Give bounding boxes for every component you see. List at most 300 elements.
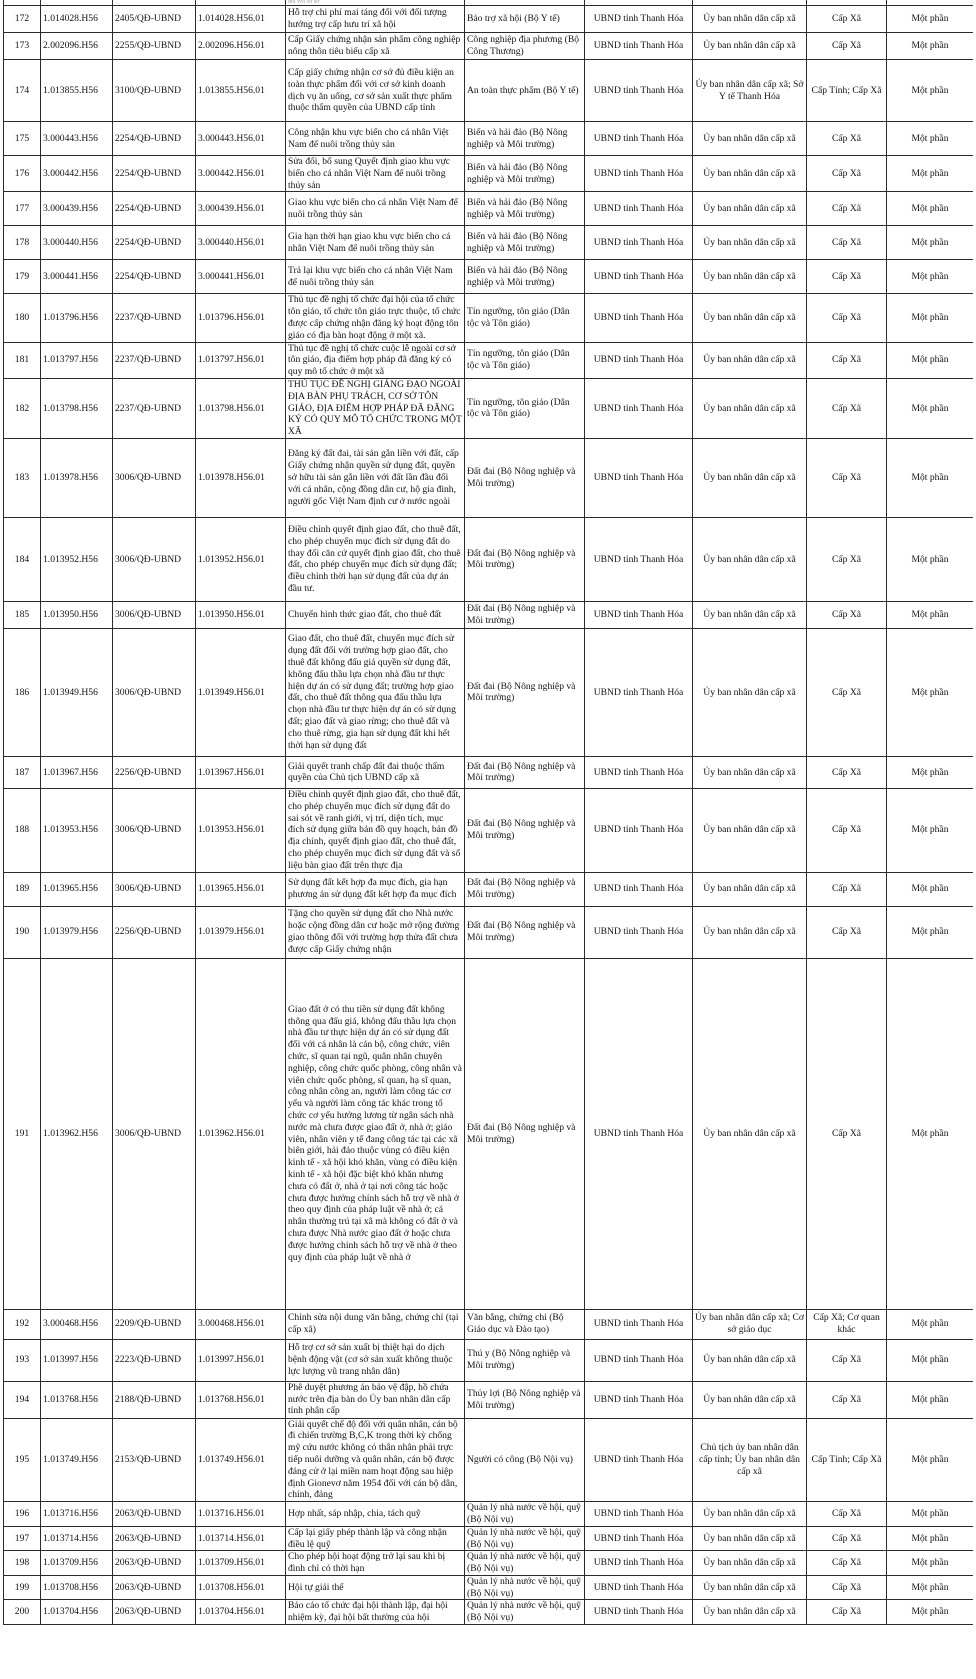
managing-agency-cell: UBND tỉnh Thanh Hóa bbox=[585, 1418, 693, 1502]
procedure-code-cell: 1.013749.H56 bbox=[41, 1418, 113, 1502]
procedure-field-cell: Tín ngưỡng, tôn giáo (Dân tộc và Tôn giáo) bbox=[465, 378, 585, 438]
handling-authority-cell: Ủy ban nhân dân cấp xã bbox=[693, 1381, 807, 1418]
procedure-code-cell: 1.013797.H56 bbox=[41, 342, 113, 378]
procedure-name-cell: Giải quyết chế độ đối với quân nhân, cán bộ đi chiến trường B,C,K trong thời kỳ chống mỹ cứu nước không có thân nhân phải trực tiếp nuôi dưỡng và quân nhân, cán bộ được đảng cử ở lại miền nam hoạt động sau hiệp định Gionevơ năm 1954 đối với cán bộ dân, chính, đảng bbox=[286, 1418, 465, 1502]
admin-level-cell: Cấp Xã bbox=[807, 122, 887, 156]
procedure-code-local-cell: 1.013965.H56.01 bbox=[196, 872, 286, 906]
procedure-code-local-cell: 1.013798.H56.01 bbox=[196, 378, 286, 438]
table-row bbox=[4, 1526, 974, 1551]
table-row bbox=[4, 517, 974, 601]
stt-cell: 186 bbox=[4, 628, 41, 756]
procedure-name-cell: Giao đất, cho thuê đất, chuyển mục đích sử dụng đất đối với trường hợp giao đất, cho thuê đất không đấu giá quyền sử dụng đất, không đấu thầu lựa chọn nhà đầu tư thực hiện dự án có sử dụng đất; trường hợp giao đất, cho thuê đất thông qua đấu thầu lựa chọn nhà đầu tư thực hiện dự án có sử dụng đất; giao đất và giao rừng; cho thuê đất và cho thuê rừng, gia hạn sử dụng đất khi hết thời hạn sử dụng đất bbox=[286, 628, 465, 756]
admin-level-cell: Cấp Xã bbox=[807, 226, 887, 260]
procedure-code-local-cell: 1.013704.H56.01 bbox=[196, 1600, 286, 1625]
procedures-table bbox=[3, 0, 973, 1625]
procedure-code-local-cell: 1.013796.H56.01 bbox=[196, 294, 286, 342]
table-row bbox=[4, 628, 974, 756]
procedure-field-cell: Đất đai (Bộ Nông nghiệp và Môi trường) bbox=[465, 517, 585, 601]
procedure-name-cell: Sử dụng đất kết hợp đa mục đích, gia hạn phương án sử dụng đất kết hợp đa mục đích bbox=[286, 872, 465, 906]
procedure-field-cell: Biển và hải đảo (Bộ Nông nghiệp và Môi trường) bbox=[465, 122, 585, 156]
decision-number-cell: 2254/QĐ-UBND bbox=[113, 192, 196, 226]
admin-level-cell: Cấp Xã bbox=[807, 958, 887, 1309]
procedure-field-cell: Biển và hải đảo (Bộ Nông nghiệp và Môi trường) bbox=[465, 192, 585, 226]
admin-level-cell: Cấp Tỉnh; Cấp Xã bbox=[807, 60, 887, 122]
table-row bbox=[4, 342, 974, 378]
managing-agency-cell: UBND tỉnh Thanh Hóa bbox=[585, 156, 693, 192]
managing-agency-cell: UBND tỉnh Thanh Hóa bbox=[585, 1551, 693, 1576]
procedure-field-cell: Đất đai (Bộ Nông nghiệp và Môi trường) bbox=[465, 601, 585, 628]
procedure-name-cell: Cấp lại giấy phép thành lập và công nhận điều lệ quỹ bbox=[286, 1526, 465, 1551]
handling-authority-cell: Ủy ban nhân dân cấp xã; Cơ sở giáo dục bbox=[693, 1309, 807, 1339]
procedure-code-cell: 1.013962.H56 bbox=[41, 958, 113, 1309]
procedure-field-cell: Tín ngưỡng, tôn giáo (Dân tộc và Tôn giáo) bbox=[465, 294, 585, 342]
table-body bbox=[4, 0, 974, 1625]
managing-agency-cell: UBND tỉnh Thanh Hóa bbox=[585, 33, 693, 60]
admin-level-cell: Cấp Xã bbox=[807, 1526, 887, 1551]
procedure-code-local-cell: 3.000439.H56.01 bbox=[196, 192, 286, 226]
table-row bbox=[4, 294, 974, 342]
managing-agency-cell: UBND tỉnh Thanh Hóa bbox=[585, 756, 693, 788]
procedure-code-cell: 1.013978.H56 bbox=[41, 438, 113, 517]
admin-level-cell: Cấp Xã bbox=[807, 6, 887, 33]
online-service-scope-cell: Một phần bbox=[887, 628, 974, 756]
procedure-code-local-cell: 2.002096.H56.01 bbox=[196, 33, 286, 60]
handling-authority-cell: Ủy ban nhân dân cấp xã bbox=[693, 872, 807, 906]
admin-level-cell: Cấp Xã bbox=[807, 438, 887, 517]
procedure-code-cell: 3.000443.H56 bbox=[41, 122, 113, 156]
procedure-code-cell: 1.013949.H56 bbox=[41, 628, 113, 756]
online-service-scope-cell: Một phần bbox=[887, 226, 974, 260]
admin-level-cell: Cấp Xã bbox=[807, 1339, 887, 1381]
procedure-code-cell: 1.013952.H56 bbox=[41, 517, 113, 601]
stt-cell: 183 bbox=[4, 438, 41, 517]
handling-authority-cell: Ủy ban nhân dân cấp xã bbox=[693, 517, 807, 601]
stt-cell: 182 bbox=[4, 378, 41, 438]
decision-number-cell: 2237/QĐ-UBND bbox=[113, 294, 196, 342]
admin-level-cell: Cấp Xã bbox=[807, 1551, 887, 1576]
procedure-field-cell: Đất đai (Bộ Nông nghiệp và Môi trường) bbox=[465, 438, 585, 517]
table-row bbox=[4, 438, 974, 517]
procedure-name-cell: Giao đất ở có thu tiền sử dụng đất không thông qua đấu giá, không đấu thầu lựa chọn nhà đầu tư thực hiện dự án có sử dụng đất đối với cá nhân là cán bộ, công chức, viên chức, sĩ quan tại ngũ, quân nhân chuyên nghiệp, công chức quốc phòng, công nhân và viên chức quốc phòng, sĩ quan, hạ sĩ quan, công nhân công an, người làm công tác cơ yếu và người làm công tác khác trong tổ chức cơ yếu hưởng lương từ ngân sách nhà nước mà chưa được giao đất ở, nhà ở; giáo viên, nhân viên y tế đang công tác tại các xã biên giới, hải đảo thuộc vùng có điều kiện kinh tế - xã hội khó khăn, vùng có điều kiện kinh tế - xã hội đặc biệt khó khăn nhưng chưa có đất ở, nhà ở tại nơi công tác hoặc chưa được hưởng chính sách hỗ trợ về nhà ở theo quy định của pháp luật về nhà ở; cá nhân thường trú tại xã mà không có đất ở và chưa được Nhà nước giao đất ở hoặc chưa được hưởng chính sách hỗ trợ về nhà ở theo quy định của pháp luật về nhà ở bbox=[286, 958, 465, 1309]
procedure-name-cell: Cấp Giấy chứng nhận sản phẩm công nghiệp nông thôn tiêu biểu cấp xã bbox=[286, 33, 465, 60]
procedure-name-cell: Báo cáo tổ chức đại hội thành lập, đại hội nhiệm kỳ, đại hội bất thường của hội bbox=[286, 1600, 465, 1625]
online-service-scope-cell: Một phần bbox=[887, 60, 974, 122]
procedure-code-local-cell: 1.013749.H56.01 bbox=[196, 1418, 286, 1502]
admin-level-cell: Cấp Xã bbox=[807, 1381, 887, 1418]
decision-number-cell: 2063/QĐ-UBND bbox=[113, 1575, 196, 1600]
handling-authority-cell: Ủy ban nhân dân cấp xã bbox=[693, 342, 807, 378]
procedure-name-cell: Tặng cho quyền sử dụng đất cho Nhà nước hoặc cộng đồng dân cư hoặc mở rộng đường giao thông đối với trường hợp thửa đất chưa được cấp Giấy chứng nhận bbox=[286, 906, 465, 958]
handling-authority-cell: Ủy ban nhân dân cấp xã bbox=[693, 1600, 807, 1625]
procedure-field-cell: Quản lý nhà nước về hội, quỹ (Bộ Nội vụ) bbox=[465, 1526, 585, 1551]
procedure-code-cell: 1.013714.H56 bbox=[41, 1526, 113, 1551]
decision-number-cell: 2237/QĐ-UBND bbox=[113, 342, 196, 378]
table-row bbox=[4, 122, 974, 156]
procedure-field-cell: Đất đai (Bộ Nông nghiệp và Môi trường) bbox=[465, 906, 585, 958]
managing-agency-cell: UBND tỉnh Thanh Hóa bbox=[585, 601, 693, 628]
handling-authority-cell: Ủy ban nhân dân cấp xã bbox=[693, 958, 807, 1309]
handling-authority-cell: Ủy ban nhân dân cấp xã bbox=[693, 628, 807, 756]
procedure-code-local-cell: 1.013979.H56.01 bbox=[196, 906, 286, 958]
procedure-field-cell: Quản lý nhà nước về hội, quỹ (Bộ Nội vụ) bbox=[465, 1575, 585, 1600]
decision-number-cell: 2237/QĐ-UBND bbox=[113, 378, 196, 438]
procedure-code-local-cell: 1.013967.H56.01 bbox=[196, 756, 286, 788]
stt-cell: 195 bbox=[4, 1418, 41, 1502]
table-row bbox=[4, 788, 974, 872]
procedure-name-cell: THỦ TỤC ĐỀ NGHỊ GIẢNG ĐẠO NGOÀI ĐỊA BÀN PHỤ TRÁCH, CƠ SỞ TÔN GIÁO, ĐỊA ĐIỂM HỢP PHÁP ĐÃ ĐĂNG KÝ CÓ QUY MÔ TỔ CHỨC TRONG MỘT XÃ bbox=[286, 378, 465, 438]
procedure-name-cell: Điều chỉnh quyết định giao đất, cho thuê đất, cho phép chuyển mục đích sử dụng đất do sai sót về ranh giới, vị trí, diện tích, mục đích sử dụng giữa bản đồ quy hoạch, bản đồ địa chính, quyết định giao đất, cho thuê đất, cho phép chuyển mục đích sử dụng đất và số liệu bàn giao đất trên thực địa bbox=[286, 788, 465, 872]
procedure-code-local-cell: 1.013950.H56.01 bbox=[196, 601, 286, 628]
admin-level-cell: Cấp Xã bbox=[807, 342, 887, 378]
admin-level-cell: Cấp Xã bbox=[807, 601, 887, 628]
stt-cell: 177 bbox=[4, 192, 41, 226]
procedure-field-cell: Đất đai (Bộ Nông nghiệp và Môi trường) bbox=[465, 756, 585, 788]
table-row bbox=[4, 1551, 974, 1576]
procedure-name-cell: Hỗ trợ chi phí mai táng đối với đối tượng hưởng trợ cấp hưu trí xã hội bbox=[286, 6, 465, 33]
online-service-scope-cell: Một phần bbox=[887, 192, 974, 226]
procedure-code-local-cell: 3.000443.H56.01 bbox=[196, 122, 286, 156]
procedure-field-cell: An toàn thực phẩm (Bộ Y tế) bbox=[465, 60, 585, 122]
procedure-code-cell: 2.002096.H56 bbox=[41, 33, 113, 60]
procedure-code-cell: 1.013855.H56 bbox=[41, 60, 113, 122]
managing-agency-cell: UBND tỉnh Thanh Hóa bbox=[585, 378, 693, 438]
procedure-code-local-cell: 3.000440.H56.01 bbox=[196, 226, 286, 260]
handling-authority-cell: Chủ tịch ủy ban nhân dân cấp tỉnh; Ủy ban nhân dân cấp xã bbox=[693, 1418, 807, 1502]
managing-agency-cell: UBND tỉnh Thanh Hóa bbox=[585, 1339, 693, 1381]
procedure-field-cell: Đất đai (Bộ Nông nghiệp và Môi trường) bbox=[465, 788, 585, 872]
online-service-scope-cell: Một phần bbox=[887, 788, 974, 872]
handling-authority-cell: Ủy ban nhân dân cấp xã bbox=[693, 1575, 807, 1600]
procedure-code-local-cell: 3.000468.H56.01 bbox=[196, 1309, 286, 1339]
decision-number-cell: 3006/QĐ-UBND bbox=[113, 872, 196, 906]
admin-level-cell: Cấp Xã bbox=[807, 378, 887, 438]
online-service-scope-cell: Một phần bbox=[887, 1339, 974, 1381]
handling-authority-cell: Ủy ban nhân dân cấp xã bbox=[693, 756, 807, 788]
managing-agency-cell: UBND tỉnh Thanh Hóa bbox=[585, 628, 693, 756]
table-row bbox=[4, 872, 974, 906]
procedure-code-cell: 1.013967.H56 bbox=[41, 756, 113, 788]
stt-cell: 194 bbox=[4, 1381, 41, 1418]
stt-cell: 185 bbox=[4, 601, 41, 628]
table-row bbox=[4, 1309, 974, 1339]
online-service-scope-cell: Một phần bbox=[887, 438, 974, 517]
online-service-scope-cell: Một phần bbox=[887, 1381, 974, 1418]
online-service-scope-cell: Một phần bbox=[887, 756, 974, 788]
decision-number-cell: 2188/QĐ-UBND bbox=[113, 1381, 196, 1418]
managing-agency-cell: UBND tỉnh Thanh Hóa bbox=[585, 438, 693, 517]
decision-number-cell: 3006/QĐ-UBND bbox=[113, 788, 196, 872]
procedure-name-cell: Hợp nhất, sáp nhập, chia, tách quỹ bbox=[286, 1502, 465, 1527]
handling-authority-cell: Ủy ban nhân dân cấp xã; Sở Y tế Thanh Hóa bbox=[693, 60, 807, 122]
procedure-field-cell: Quản lý nhà nước về hội, quỹ (Bộ Nội vụ) bbox=[465, 1600, 585, 1625]
procedure-code-cell: 1.014028.H56 bbox=[41, 6, 113, 33]
table-row bbox=[4, 60, 974, 122]
online-service-scope-cell: Một phần bbox=[887, 6, 974, 33]
handling-authority-cell: Ủy ban nhân dân cấp xã bbox=[693, 788, 807, 872]
document-page bbox=[3, 0, 973, 1679]
managing-agency-cell: UBND tỉnh Thanh Hóa bbox=[585, 958, 693, 1309]
procedure-code-local-cell: 1.013949.H56.01 bbox=[196, 628, 286, 756]
decision-number-cell: 2153/QĐ-UBND bbox=[113, 1418, 196, 1502]
procedure-field-cell: Quản lý nhà nước về hội, quỹ (Bộ Nội vụ) bbox=[465, 1551, 585, 1576]
procedure-name-cell: Thủ tục đề nghị tổ chức cuộc lễ ngoài cơ sở tôn giáo, địa điểm hợp pháp đã đăng ký có quy mô tổ chức ở một xã bbox=[286, 342, 465, 378]
stt-cell: 181 bbox=[4, 342, 41, 378]
admin-level-cell: Cấp Xã bbox=[807, 1575, 887, 1600]
procedure-name-cell: Giải quyết tranh chấp đất đai thuộc thẩm quyền của Chủ tịch UBND cấp xã bbox=[286, 756, 465, 788]
admin-level-cell: Cấp Tỉnh; Cấp Xã bbox=[807, 1418, 887, 1502]
admin-level-cell: Cấp Xã bbox=[807, 628, 887, 756]
procedure-code-local-cell: 1.013962.H56.01 bbox=[196, 958, 286, 1309]
procedure-code-cell: 1.013953.H56 bbox=[41, 788, 113, 872]
procedure-code-local-cell: 1.013709.H56.01 bbox=[196, 1551, 286, 1576]
stt-cell: 190 bbox=[4, 906, 41, 958]
handling-authority-cell: Ủy ban nhân dân cấp xã bbox=[693, 1526, 807, 1551]
procedure-name-cell: Giao khu vực biển cho cá nhân Việt Nam để nuôi trồng thủy sản bbox=[286, 192, 465, 226]
stt-cell: 192 bbox=[4, 1309, 41, 1339]
procedure-field-cell: Bảo trợ xã hội (Bộ Y tế) bbox=[465, 6, 585, 33]
procedure-code-cell: 1.013798.H56 bbox=[41, 378, 113, 438]
procedure-code-cell: 3.000439.H56 bbox=[41, 192, 113, 226]
handling-authority-cell: Ủy ban nhân dân cấp xã bbox=[693, 294, 807, 342]
procedure-code-cell: 1.013796.H56 bbox=[41, 294, 113, 342]
procedure-field-cell: Thủy lợi (Bộ Nông nghiệp và Môi trường) bbox=[465, 1381, 585, 1418]
decision-number-cell: 3006/QĐ-UBND bbox=[113, 517, 196, 601]
procedure-code-cell: 1.013704.H56 bbox=[41, 1600, 113, 1625]
admin-level-cell: Cấp Xã bbox=[807, 1600, 887, 1625]
procedure-code-cell: 1.013979.H56 bbox=[41, 906, 113, 958]
table-row bbox=[4, 1600, 974, 1625]
table-row bbox=[4, 192, 974, 226]
procedure-name-cell: Chuyển hình thức giao đất, cho thuê đất bbox=[286, 601, 465, 628]
online-service-scope-cell: Một phần bbox=[887, 1502, 974, 1527]
procedure-code-cell: 1.013768.H56 bbox=[41, 1381, 113, 1418]
procedure-code-local-cell: 1.013978.H56.01 bbox=[196, 438, 286, 517]
decision-number-cell: 2063/QĐ-UBND bbox=[113, 1600, 196, 1625]
procedure-name-cell: Hỗ trợ cơ sở sản xuất bị thiệt hại do dịch bệnh động vật (cơ sở sản xuất không thuộc lực lượng vũ trang nhân dân) bbox=[286, 1339, 465, 1381]
procedure-name-cell: Điều chỉnh quyết định giao đất, cho thuê đất, cho phép chuyển mục đích sử dụng đất do thay đổi căn cứ quyết định giao đất, cho thuê đất, cho phép chuyển mục đích sử dụng đất; điều chỉnh thời hạn sử dụng đất của dự án đầu tư. bbox=[286, 517, 465, 601]
procedure-field-cell: Biển và hải đảo (Bộ Nông nghiệp và Môi trường) bbox=[465, 226, 585, 260]
procedure-code-cell: 1.013950.H56 bbox=[41, 601, 113, 628]
decision-number-cell: 2254/QĐ-UBND bbox=[113, 122, 196, 156]
stt-cell: 198 bbox=[4, 1551, 41, 1576]
admin-level-cell: Cấp Xã bbox=[807, 872, 887, 906]
procedure-code-local-cell: 1.013952.H56.01 bbox=[196, 517, 286, 601]
decision-number-cell: 3100/QĐ-UBND bbox=[113, 60, 196, 122]
decision-number-cell: 2063/QĐ-UBND bbox=[113, 1526, 196, 1551]
handling-authority-cell: Ủy ban nhân dân cấp xã bbox=[693, 6, 807, 33]
stt-cell: 174 bbox=[4, 60, 41, 122]
stt-cell: 193 bbox=[4, 1339, 41, 1381]
admin-level-cell: Cấp Xã bbox=[807, 1502, 887, 1527]
managing-agency-cell: UBND tỉnh Thanh Hóa bbox=[585, 294, 693, 342]
table-row bbox=[4, 1339, 974, 1381]
decision-number-cell: 2209/QĐ-UBND bbox=[113, 1309, 196, 1339]
managing-agency-cell: UBND tỉnh Thanh Hóa bbox=[585, 192, 693, 226]
managing-agency-cell: UBND tỉnh Thanh Hóa bbox=[585, 872, 693, 906]
procedure-code-local-cell: 1.013797.H56.01 bbox=[196, 342, 286, 378]
procedure-field-cell: Người có công (Bộ Nội vụ) bbox=[465, 1418, 585, 1502]
online-service-scope-cell: Một phần bbox=[887, 872, 974, 906]
handling-authority-cell: Ủy ban nhân dân cấp xã bbox=[693, 438, 807, 517]
stt-cell: 187 bbox=[4, 756, 41, 788]
stt-cell: 173 bbox=[4, 33, 41, 60]
stt-cell: 197 bbox=[4, 1526, 41, 1551]
procedure-field-cell: Thú y (Bộ Nông nghiệp và Môi trường) bbox=[465, 1339, 585, 1381]
admin-level-cell: Cấp Xã bbox=[807, 517, 887, 601]
procedure-code-local-cell: 1.013708.H56.01 bbox=[196, 1575, 286, 1600]
online-service-scope-cell: Một phần bbox=[887, 33, 974, 60]
procedure-code-cell: 1.013716.H56 bbox=[41, 1502, 113, 1527]
table-row bbox=[4, 260, 974, 294]
stt-cell: 172 bbox=[4, 6, 41, 33]
stt-cell: 188 bbox=[4, 788, 41, 872]
online-service-scope-cell: Một phần bbox=[887, 342, 974, 378]
handling-authority-cell: Ủy ban nhân dân cấp xã bbox=[693, 378, 807, 438]
managing-agency-cell: UBND tỉnh Thanh Hóa bbox=[585, 1309, 693, 1339]
stt-cell: 196 bbox=[4, 1502, 41, 1527]
procedure-code-local-cell: 1.013716.H56.01 bbox=[196, 1502, 286, 1527]
table-row bbox=[4, 6, 974, 33]
procedure-code-local-cell: 3.000441.H56.01 bbox=[196, 260, 286, 294]
stt-cell: 199 bbox=[4, 1575, 41, 1600]
managing-agency-cell: UBND tỉnh Thanh Hóa bbox=[585, 260, 693, 294]
decision-number-cell: 2063/QĐ-UBND bbox=[113, 1551, 196, 1576]
procedure-name-cell: Chỉnh sửa nội dung văn bằng, chứng chỉ (tại cấp xã) bbox=[286, 1309, 465, 1339]
managing-agency-cell: UBND tỉnh Thanh Hóa bbox=[585, 1575, 693, 1600]
table-row bbox=[4, 1381, 974, 1418]
stt-cell: 176 bbox=[4, 156, 41, 192]
procedure-code-local-cell: 3.000442.H56.01 bbox=[196, 156, 286, 192]
procedure-name-cell: Gia hạn thời hạn giao khu vực biển cho cá nhân Việt Nam để nuôi trồng thủy sản bbox=[286, 226, 465, 260]
procedure-field-cell: Đất đai (Bộ Nông nghiệp và Môi trường) bbox=[465, 958, 585, 1309]
managing-agency-cell: UBND tỉnh Thanh Hóa bbox=[585, 226, 693, 260]
table-row bbox=[4, 601, 974, 628]
procedure-field-cell: Đất đai (Bộ Nông nghiệp và Môi trường) bbox=[465, 628, 585, 756]
table-row bbox=[4, 33, 974, 60]
table-row bbox=[4, 378, 974, 438]
managing-agency-cell: UBND tỉnh Thanh Hóa bbox=[585, 788, 693, 872]
decision-number-cell: 2254/QĐ-UBND bbox=[113, 226, 196, 260]
admin-level-cell: Cấp Xã bbox=[807, 33, 887, 60]
decision-number-cell: 2254/QĐ-UBND bbox=[113, 156, 196, 192]
procedure-code-local-cell: 1.013855.H56.01 bbox=[196, 60, 286, 122]
admin-level-cell: Cấp Xã bbox=[807, 260, 887, 294]
procedure-code-local-cell: 1.013714.H56.01 bbox=[196, 1526, 286, 1551]
stt-cell: 175 bbox=[4, 122, 41, 156]
managing-agency-cell: UBND tỉnh Thanh Hóa bbox=[585, 6, 693, 33]
admin-level-cell: Cấp Xã bbox=[807, 294, 887, 342]
decision-number-cell: 2255/QĐ-UBND bbox=[113, 33, 196, 60]
stt-cell: 178 bbox=[4, 226, 41, 260]
handling-authority-cell: Ủy ban nhân dân cấp xã bbox=[693, 1339, 807, 1381]
procedure-field-cell: Công nghiệp địa phương (Bộ Công Thương) bbox=[465, 33, 585, 60]
admin-level-cell: Cấp Xã; Cơ quan khác bbox=[807, 1309, 887, 1339]
online-service-scope-cell: Một phần bbox=[887, 1575, 974, 1600]
online-service-scope-cell: Một phần bbox=[887, 1418, 974, 1502]
handling-authority-cell: Ủy ban nhân dân cấp xã bbox=[693, 122, 807, 156]
stt-cell: 179 bbox=[4, 260, 41, 294]
procedure-code-cell: 3.000442.H56 bbox=[41, 156, 113, 192]
top-cut-text: đối với cơ sở bbox=[288, 0, 320, 5]
managing-agency-cell: UBND tỉnh Thanh Hóa bbox=[585, 1502, 693, 1527]
procedure-name-cell: Phê duyệt phương án bảo vệ đập, hồ chứa nước trên địa bàn do Ủy ban nhân dân cấp tỉnh phân cấp bbox=[286, 1381, 465, 1418]
admin-level-cell: Cấp Xã bbox=[807, 906, 887, 958]
online-service-scope-cell: Một phần bbox=[887, 601, 974, 628]
procedure-name-cell: Cấp giấy chứng nhận cơ sở đủ điều kiện an toàn thực phẩm đối với cơ sở kinh doanh dịch vụ ăn uống, cơ sở sản xuất thực phẩm thuộc thẩm quyền của UBND cấp tỉnh bbox=[286, 60, 465, 122]
online-service-scope-cell: Một phần bbox=[887, 1526, 974, 1551]
procedure-name-cell: Cho phép hội hoạt động trở lại sau khi bị đình chỉ có thời hạn bbox=[286, 1551, 465, 1576]
decision-number-cell: 2063/QĐ-UBND bbox=[113, 1502, 196, 1527]
handling-authority-cell: Ủy ban nhân dân cấp xã bbox=[693, 1551, 807, 1576]
procedure-name-cell: Hội tự giải thể bbox=[286, 1575, 465, 1600]
procedure-code-local-cell: 1.013997.H56.01 bbox=[196, 1339, 286, 1381]
stt-cell: 180 bbox=[4, 294, 41, 342]
decision-number-cell: 3006/QĐ-UBND bbox=[113, 438, 196, 517]
admin-level-cell: Cấp Xã bbox=[807, 788, 887, 872]
procedure-field-cell: Đất đai (Bộ Nông nghiệp và Môi trường) bbox=[465, 872, 585, 906]
admin-level-cell: Cấp Xã bbox=[807, 156, 887, 192]
handling-authority-cell: Ủy ban nhân dân cấp xã bbox=[693, 906, 807, 958]
managing-agency-cell: UBND tỉnh Thanh Hóa bbox=[585, 517, 693, 601]
online-service-scope-cell: Một phần bbox=[887, 1551, 974, 1576]
online-service-scope-cell: Một phần bbox=[887, 1309, 974, 1339]
stt-cell: 184 bbox=[4, 517, 41, 601]
managing-agency-cell: UBND tỉnh Thanh Hóa bbox=[585, 60, 693, 122]
stt-cell: 189 bbox=[4, 872, 41, 906]
procedure-field-cell: Biển và hải đảo (Bộ Nông nghiệp và Môi trường) bbox=[465, 156, 585, 192]
decision-number-cell: 3006/QĐ-UBND bbox=[113, 601, 196, 628]
online-service-scope-cell: Một phần bbox=[887, 294, 974, 342]
managing-agency-cell: UBND tỉnh Thanh Hóa bbox=[585, 1526, 693, 1551]
online-service-scope-cell: Một phần bbox=[887, 378, 974, 438]
online-service-scope-cell: Một phần bbox=[887, 958, 974, 1309]
procedure-code-cell: 3.000440.H56 bbox=[41, 226, 113, 260]
stt-cell: 200 bbox=[4, 1600, 41, 1625]
table-row bbox=[4, 756, 974, 788]
managing-agency-cell: UBND tỉnh Thanh Hóa bbox=[585, 342, 693, 378]
procedure-code-cell: 1.013709.H56 bbox=[41, 1551, 113, 1576]
table-row bbox=[4, 958, 974, 1309]
table-row bbox=[4, 226, 974, 260]
managing-agency-cell: UBND tỉnh Thanh Hóa bbox=[585, 1600, 693, 1625]
table-row bbox=[4, 1418, 974, 1502]
decision-number-cell: 2223/QĐ-UBND bbox=[113, 1339, 196, 1381]
admin-level-cell: Cấp Xã bbox=[807, 756, 887, 788]
handling-authority-cell: Ủy ban nhân dân cấp xã bbox=[693, 156, 807, 192]
decision-number-cell: 3006/QĐ-UBND bbox=[113, 958, 196, 1309]
procedure-field-cell: Biển và hải đảo (Bộ Nông nghiệp và Môi trường) bbox=[465, 260, 585, 294]
handling-authority-cell: Ủy ban nhân dân cấp xã bbox=[693, 260, 807, 294]
decision-number-cell: 2256/QĐ-UBND bbox=[113, 756, 196, 788]
managing-agency-cell: UBND tỉnh Thanh Hóa bbox=[585, 122, 693, 156]
online-service-scope-cell: Một phần bbox=[887, 517, 974, 601]
procedure-name-cell: Đăng ký đất đai, tài sản gắn liền với đất, cấp Giấy chứng nhận quyền sử dụng đất, quyền sở hữu tài sản gắn liền với đất lần đầu đối với cá nhân, cộng đồng dân cư, hộ gia đình, người gốc Việt Nam định cư ở nước ngoài bbox=[286, 438, 465, 517]
table-row bbox=[4, 1575, 974, 1600]
procedure-code-cell: 1.013965.H56 bbox=[41, 872, 113, 906]
procedure-name-cell: Trả lại khu vực biển cho cá nhân Việt Nam để nuôi trồng thủy sản bbox=[286, 260, 465, 294]
decision-number-cell: 3006/QĐ-UBND bbox=[113, 628, 196, 756]
managing-agency-cell: UBND tỉnh Thanh Hóa bbox=[585, 906, 693, 958]
managing-agency-cell: UBND tỉnh Thanh Hóa bbox=[585, 1381, 693, 1418]
procedure-code-cell: 3.000441.H56 bbox=[41, 260, 113, 294]
decision-number-cell: 2405/QĐ-UBND bbox=[113, 6, 196, 33]
table-row bbox=[4, 906, 974, 958]
admin-level-cell: Cấp Xã bbox=[807, 192, 887, 226]
procedure-name-cell: Sửa đổi, bổ sung Quyết định giao khu vực biển cho cá nhân Việt Nam để nuôi trồng thủy sản bbox=[286, 156, 465, 192]
handling-authority-cell: Ủy ban nhân dân cấp xã bbox=[693, 1502, 807, 1527]
table-row bbox=[4, 1502, 974, 1527]
online-service-scope-cell: Một phần bbox=[887, 156, 974, 192]
